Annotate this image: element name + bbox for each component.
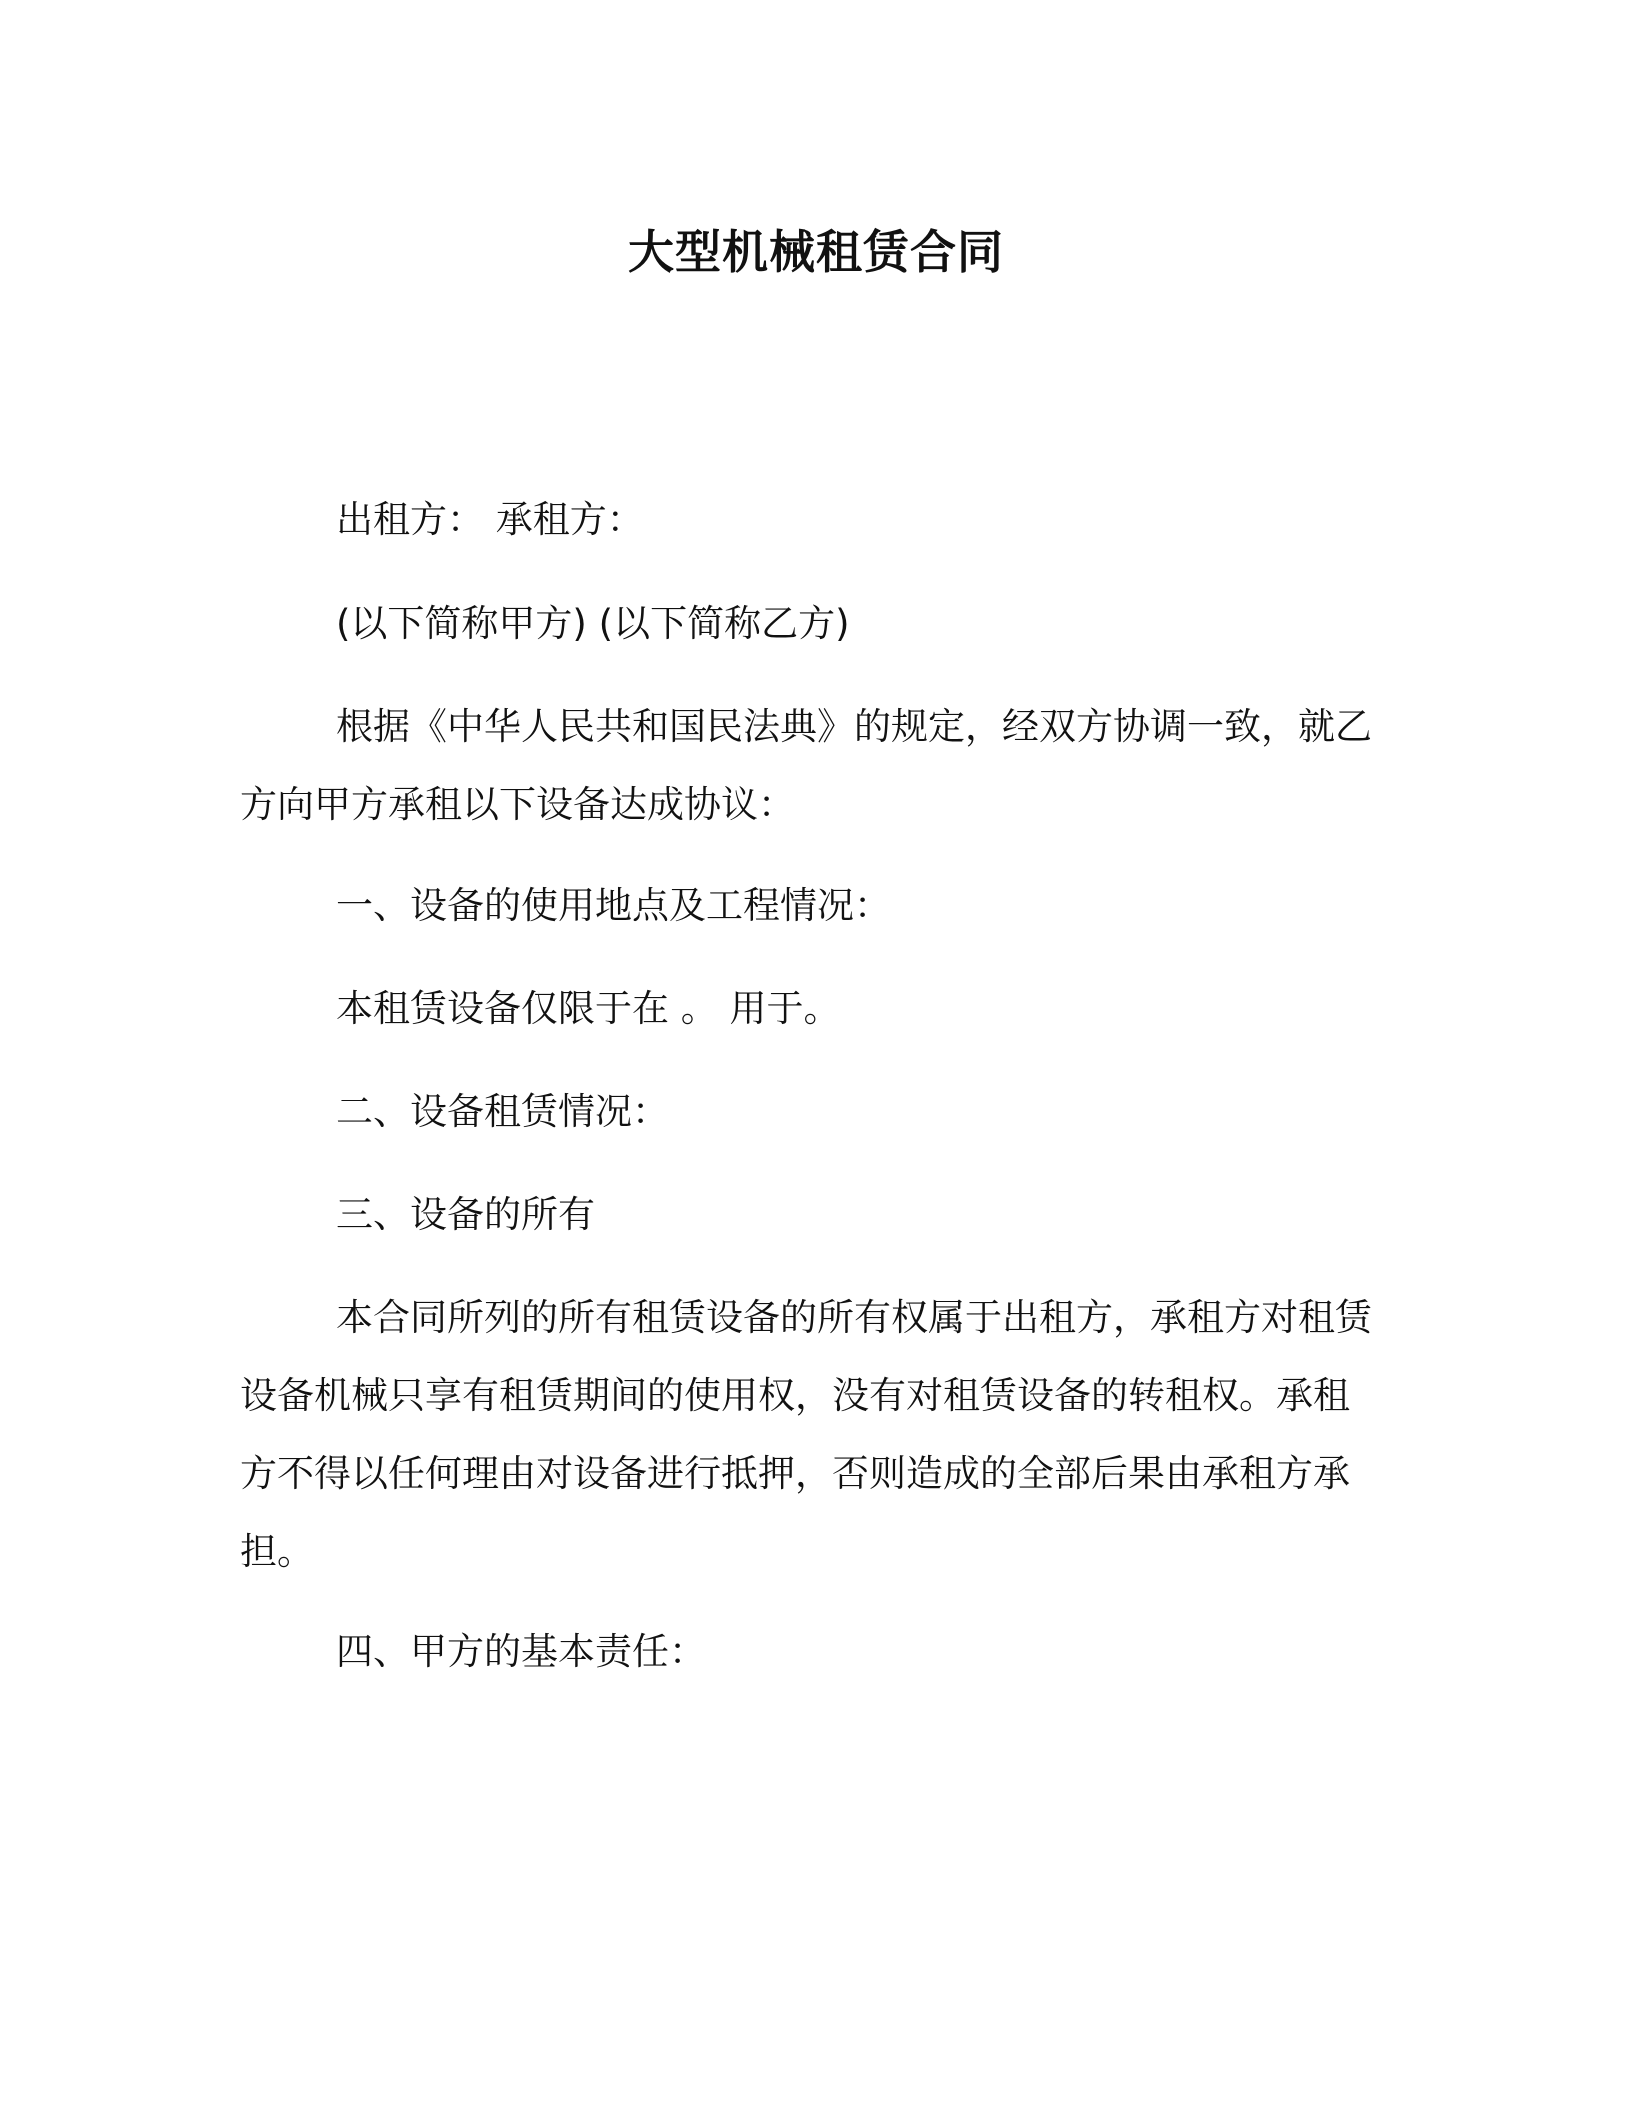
ownership-paragraph: 本合同所列的所有租赁设备的所有权属于出租方，承租方对租赁设备机械只享有租赁期间的使用权，没有对租赁设备的转租权。承租方不得以任何理由对设备进行抵押，否则造成的全部后果由承租方承担。	[240, 1296, 1372, 1573]
section-2-heading: 二、设备租赁情况：	[336, 1090, 669, 1133]
document-title: 大型机械租赁合同	[628, 225, 1004, 279]
section-4-heading: 四、甲方的基本责任：	[336, 1630, 706, 1673]
section-3-heading: 三、设备的所有	[336, 1193, 595, 1236]
preamble-paragraph: 根据《中华人民共和国民法典》的规定，经双方协调一致，就乙方向甲方承租以下设备达成协议：	[240, 705, 1372, 826]
abbreviation-line: (以下简称甲方) (以下简称乙方)	[336, 602, 850, 645]
parties-line: 出租方： 承租方：	[336, 498, 644, 541]
section-1-heading: 一、设备的使用地点及工程情况：	[336, 884, 891, 927]
usage-location-line: 本租赁设备仅限于在 。 用于。	[336, 987, 841, 1030]
